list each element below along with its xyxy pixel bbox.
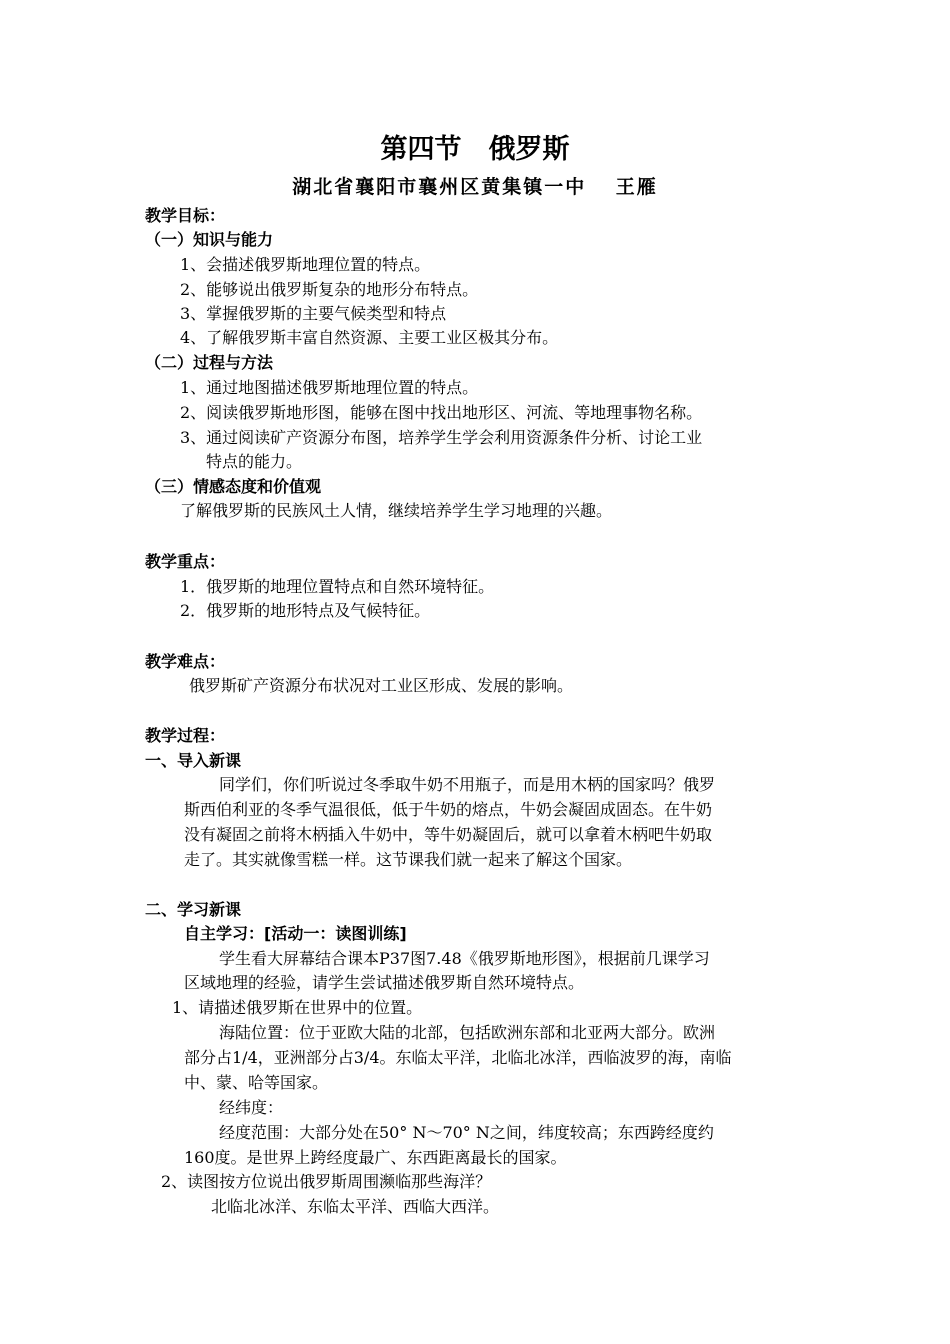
process-heading: 教学过程： [145, 726, 226, 745]
objective-item-continued: 特点的能力。 [206, 452, 303, 471]
objective-item: 1、会描述俄罗斯地理位置的特点。 [180, 255, 431, 274]
paragraph-line: 没有凝固之前将木柄插入牛奶中，等牛奶凝固后，就可以拿着木柄吧牛奶取 [184, 825, 713, 844]
answer-2: 北临北冰洋、东临太平洋、西临大西洋。 [211, 1197, 500, 1216]
question-2: 2、读图按方位说出俄罗斯周围濒临那些海洋？ [161, 1172, 492, 1191]
key-point-item: 1．俄罗斯的地理位置特点和自然环境特征。 [180, 577, 495, 596]
objective-item: 3、掌握俄罗斯的主要气候类型和特点 [180, 304, 447, 323]
paragraph-line: 走了。其实就像雪糕一样。这节课我们就一起来了解这个国家。 [184, 850, 633, 869]
paragraph-line: 同学们，你们听说过冬季取牛奶不用瓶子，而是用木柄的国家吗？俄罗 [219, 775, 716, 794]
difficulty-text: 俄罗斯矿产资源分布状况对工业区形成、发展的影响。 [189, 676, 574, 695]
activity-heading: 自主学习：[活动一：读图训练] [184, 924, 407, 943]
paragraph-line: 中、蒙、哈等国家。 [184, 1073, 329, 1092]
paragraph-line: 部分占1/4，亚洲部分占3/4。东临太平洋，北临北冰洋，西临波罗的海，南临 [184, 1048, 732, 1067]
paragraph-line: 160度。是世界上跨经度最广、东西距离最长的国家。 [184, 1148, 567, 1167]
difficulty-heading: 教学难点： [145, 652, 226, 671]
objectives-heading: 教学目标： [145, 206, 226, 225]
objective-item: 4、了解俄罗斯丰富自然资源、主要工业区极其分布。 [180, 328, 559, 347]
key-point-item: 2．俄罗斯的地形特点及气候特征。 [180, 601, 431, 620]
part-2-heading: 二、学习新课 [145, 900, 242, 919]
objectives-section-3-heading: （三）情感态度和价值观 [145, 477, 322, 496]
paragraph-line: 海陆位置：位于亚欧大陆的北部，包括欧洲东部和北亚两大部分。欧洲 [219, 1023, 716, 1042]
question-1: 1、请描述俄罗斯在世界中的位置。 [172, 998, 423, 1017]
paragraph-line: 学生看大屏幕结合课本P37图7.48《俄罗斯地形图》，根据前几课学习 [219, 949, 710, 968]
objectives-section-1-heading: （一）知识与能力 [145, 230, 274, 249]
part-1-heading: 一、导入新课 [145, 751, 242, 770]
objective-item: 3、通过阅读矿产资源分布图，培养学生学会利用资源条件分析、讨论工业 [180, 428, 703, 447]
author-line: 湖北省襄阳市襄州区黄集镇一中 王雁 [292, 176, 658, 198]
objective-item: 2、阅读俄罗斯地形图，能够在图中找出地形区、河流、等地理事物名称。 [180, 403, 703, 422]
objectives-section-2-heading: （二）过程与方法 [145, 353, 274, 372]
page-title: 第四节 俄罗斯 [380, 134, 570, 165]
objective-item: 1、通过地图描述俄罗斯地理位置的特点。 [180, 378, 479, 397]
objective-item: 2、能够说出俄罗斯复杂的地形分布特点。 [180, 280, 479, 299]
paragraph-line: 经度范围：大部分处在50° N～70° N之间，纬度较高；东西跨经度约 [219, 1123, 714, 1142]
objective-text: 了解俄罗斯的民族风土人情，继续培养学生学习地理的兴趣。 [180, 501, 613, 520]
paragraph-line: 区域地理的经验，请学生尝试描述俄罗斯自然环境特点。 [184, 973, 585, 992]
paragraph-line: 斯西伯利亚的冬季气温很低，低于牛奶的熔点，牛奶会凝固成固态。在牛奶 [184, 800, 713, 819]
latlon-label: 经纬度： [219, 1098, 284, 1117]
key-points-heading: 教学重点： [145, 552, 226, 571]
